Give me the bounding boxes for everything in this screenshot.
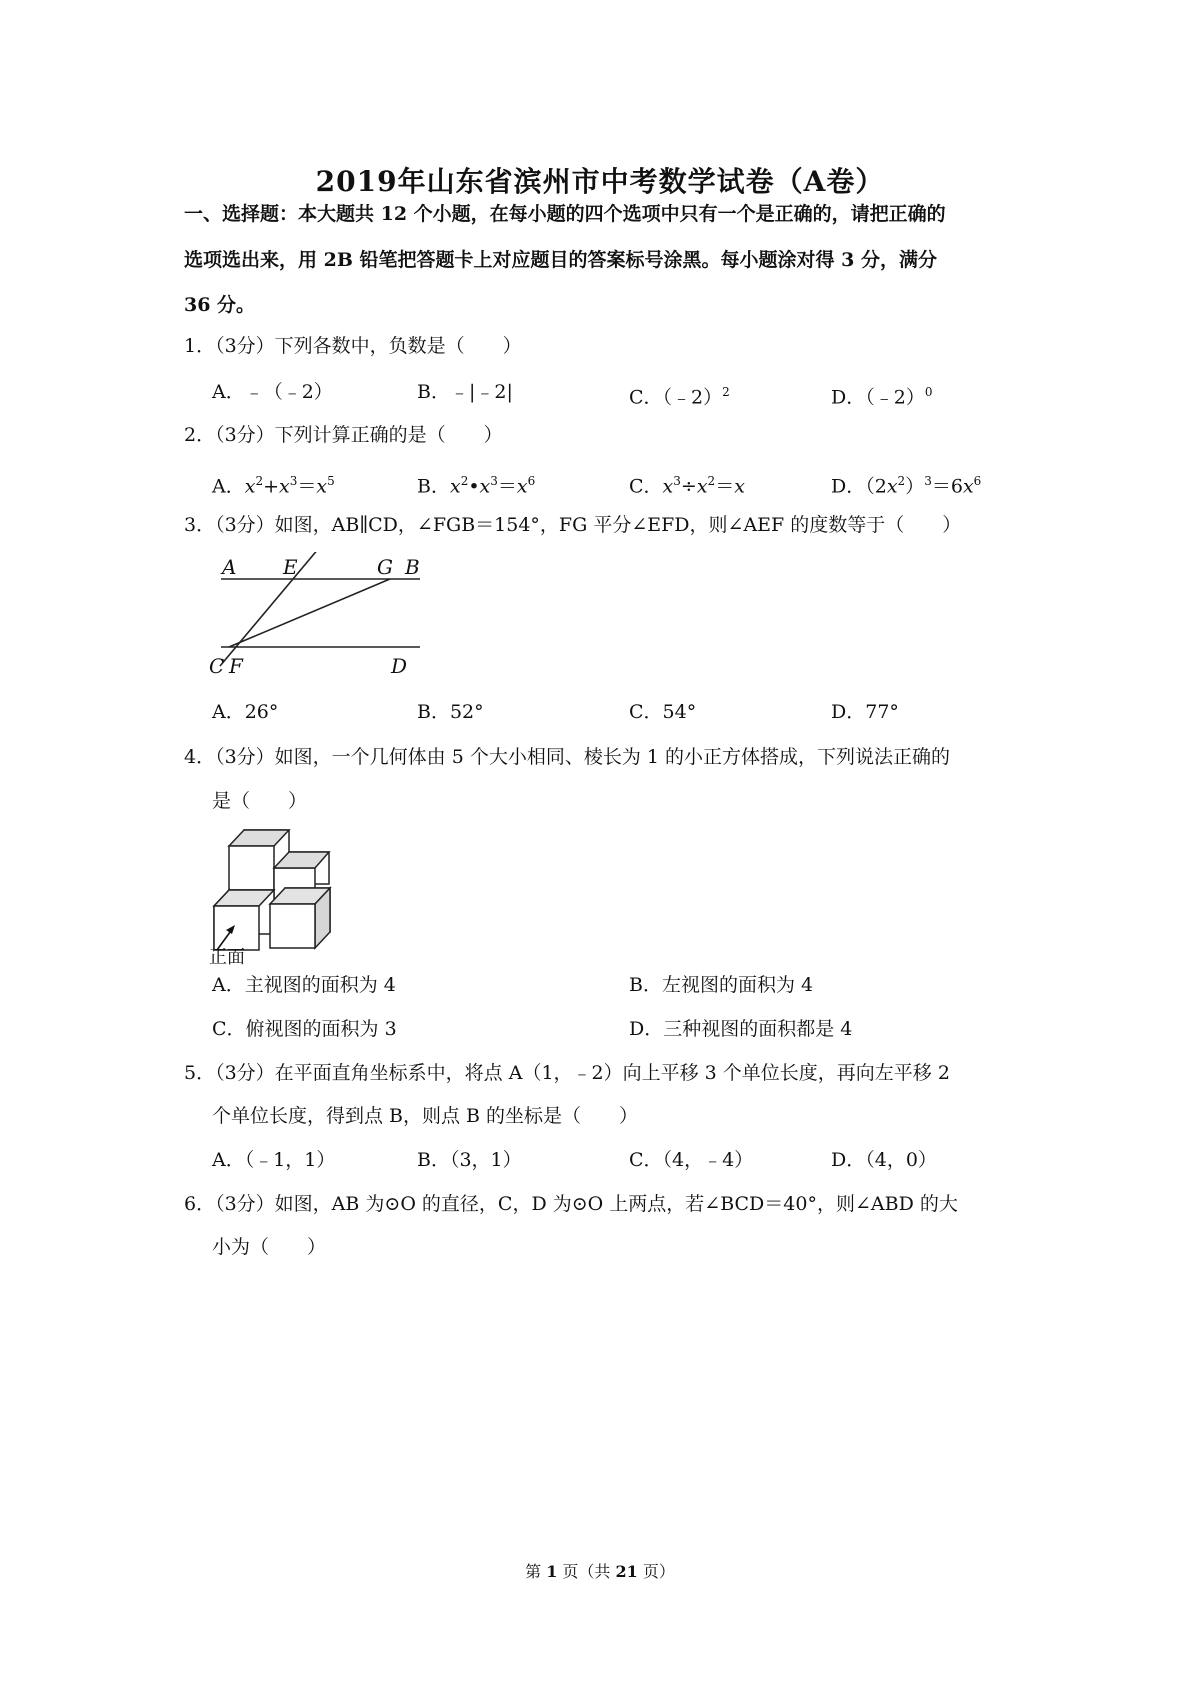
question-3-option-c: C．54° <box>629 701 697 723</box>
question-4-option-a: A．主视图的面积为 4 <box>212 974 396 996</box>
question-4-stem-line-2: 是（ ） <box>212 790 308 812</box>
front-view-label: 正面 <box>209 947 245 968</box>
page-title: 2019年山东省滨州市中考数学试卷（A卷） <box>315 165 885 198</box>
question-6-stem-line-1: 6．（3分）如图，AB 为⊙O 的直径，C，D 为⊙O 上两点，若∠BCD＝40°，则∠ABD 的大 <box>184 1193 958 1215</box>
cubes-figure <box>205 822 375 962</box>
footer-prefix: 第 <box>525 1562 542 1581</box>
footer-suffix: 页） <box>642 1562 675 1581</box>
question-5-option-c: C．（4，﹣4） <box>629 1149 754 1171</box>
question-5-stem-line-2: 个单位长度，得到点 B，则点 B 的坐标是（ ） <box>212 1105 639 1127</box>
section-instructions-line-2: 选项选出来，用 2B 铅笔把答题卡上对应题目的答案标号涂黑。每小题涂对得 3 分，满分 <box>184 249 937 271</box>
footer-page-number: 1 <box>546 1562 558 1581</box>
question-2-option-d: D．$(2x^2)^3=6x^6$ <box>831 474 982 498</box>
question-5-stem-line-1: 5．（3分）在平面直角坐标系中，将点 A（1，﹣2）向上平移 3 个单位长度，再向左平移 2 <box>184 1062 950 1084</box>
section-instructions-line-3: 36 分。 <box>184 294 256 316</box>
question-5-option-a: A．（﹣1，1） <box>212 1149 336 1171</box>
label-b: B <box>405 555 420 579</box>
parallel-lines-figure <box>205 552 445 692</box>
line-fg <box>229 579 390 647</box>
label-d: D <box>391 654 408 678</box>
label-f: F <box>229 654 243 678</box>
footer-middle: 页（共 <box>562 1562 611 1581</box>
question-2-option-c: C．$x^3\div x^2=x$ <box>629 474 745 498</box>
question-2-option-a: A．$x^2+x^3=x^5$ <box>212 474 335 498</box>
question-3-option-b: B．52° <box>417 701 484 723</box>
page-footer <box>0 1559 1200 1582</box>
question-5-option-d: D．（4，0） <box>831 1149 937 1171</box>
label-e: E <box>283 555 298 579</box>
question-6-stem-line-2: 小为（ ） <box>212 1236 327 1258</box>
label-a: A <box>222 555 237 579</box>
question-5-option-b: B．（3，1） <box>417 1149 522 1171</box>
cube-face <box>270 904 315 948</box>
label-g: G <box>377 555 393 579</box>
question-2-option-b: B．$x^2•x^3=x^6$ <box>417 474 536 498</box>
question-4-option-b: B．左视图的面积为 4 <box>629 974 814 996</box>
question-1-option-a: A．﹣（﹣2） <box>212 381 333 403</box>
question-4-option-d: D．三种视图的面积都是 4 <box>629 1018 853 1040</box>
label-c: C <box>209 654 225 678</box>
cube-face <box>229 846 274 890</box>
question-4-option-c: C．俯视图的面积为 3 <box>212 1018 397 1040</box>
question-3-option-a: A．26° <box>212 701 279 723</box>
question-1-option-d: D．（﹣2）$^0$ <box>831 385 933 409</box>
section-instructions-line-1: 一、选择题：本大题共 12 个小题，在每小题的四个选项中只有一个是正确的，请把正确的 <box>184 203 946 225</box>
question-3-stem: 3．（3分）如图，AB∥CD，∠FGB＝154°，FG 平分∠EFD，则∠AEF 的度数等于（ ） <box>184 514 962 536</box>
exponent: 0 <box>924 385 933 399</box>
question-4-stem-line-1: 4．（3分）如图，一个几何体由 5 个大小相同、棱长为 1 的小正方体搭成，下列说法正确的 <box>184 746 951 768</box>
question-1-stem: 1．（3分）下列各数中，负数是（ ） <box>184 335 522 357</box>
question-2-stem: 2．（3分）下列计算正确的是（ ） <box>184 424 503 446</box>
question-1-option-c: C．（﹣2）$^2$ <box>629 385 730 409</box>
question-1-option-b: B．﹣|﹣2| <box>417 381 513 403</box>
question-3-option-d: D．77° <box>831 701 899 723</box>
exponent: 2 <box>722 385 730 399</box>
footer-total-pages: 21 <box>615 1562 638 1581</box>
